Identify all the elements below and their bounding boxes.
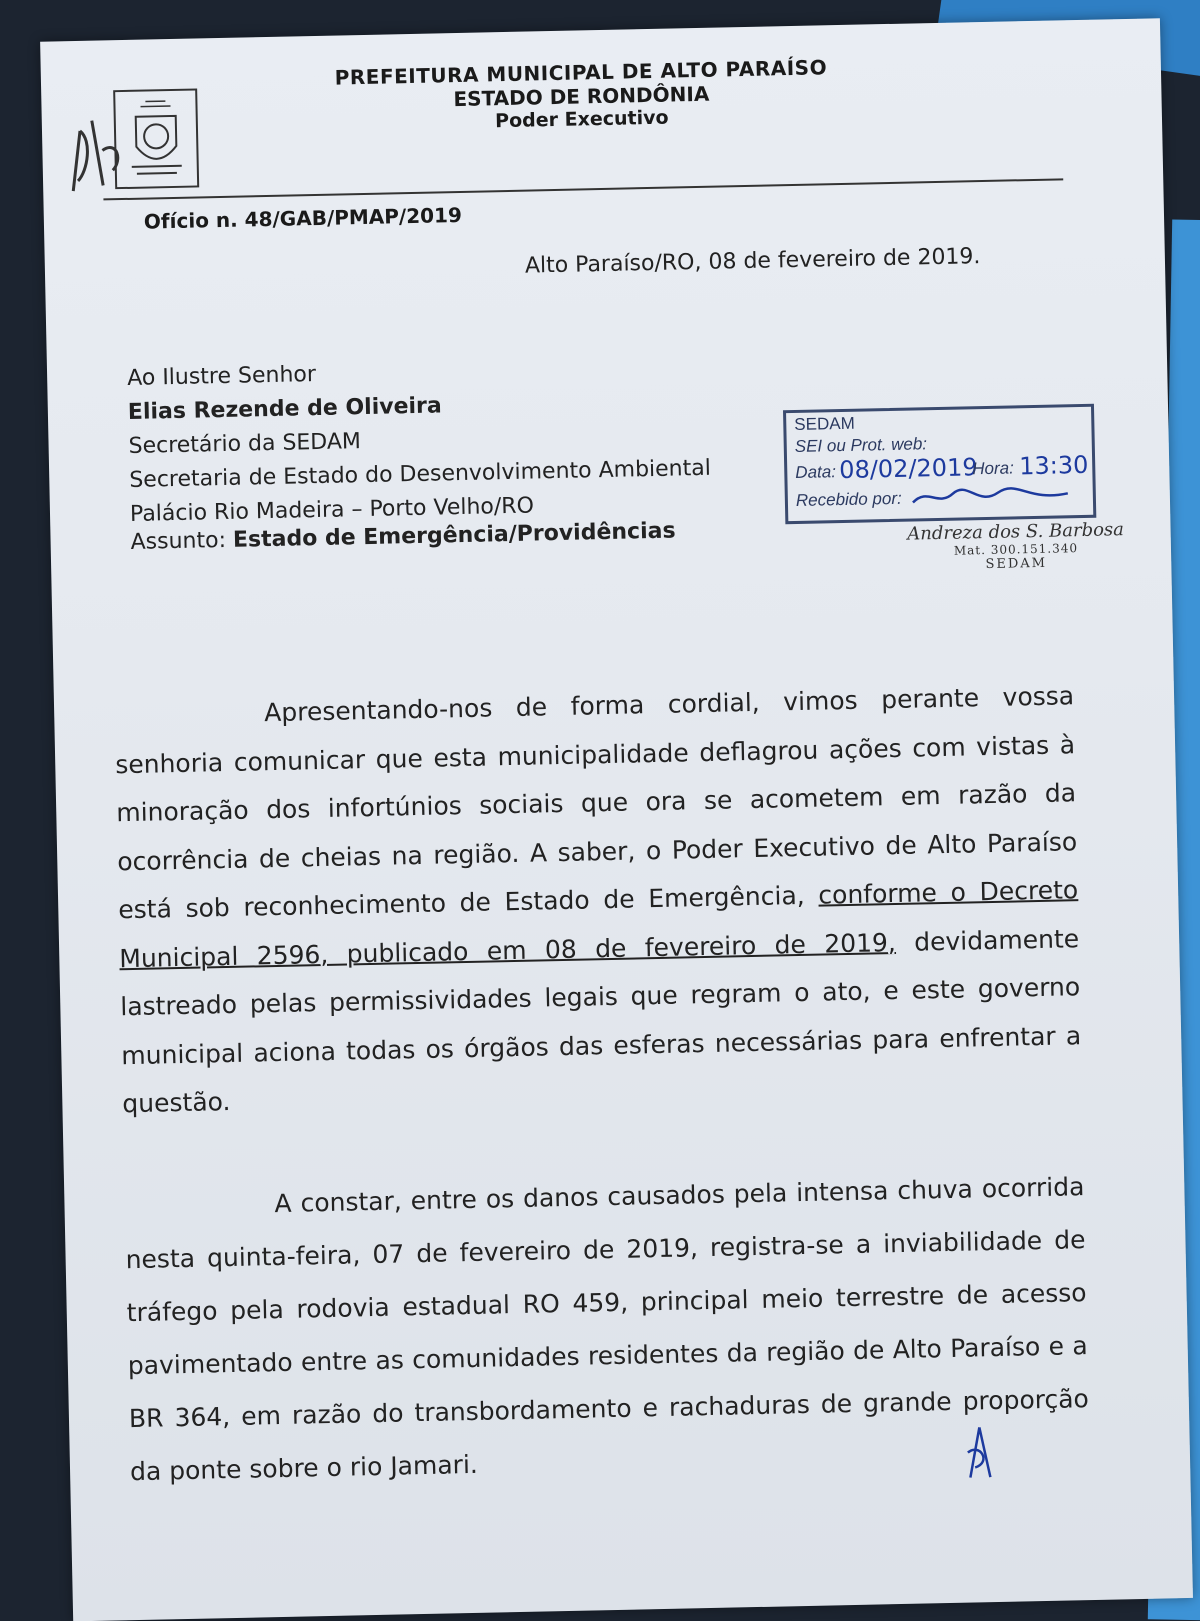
date-line: Alto Paraíso/RO, 08 de fevereiro de 2019. — [524, 244, 981, 279]
addressee-block — [127, 350, 712, 532]
handwritten-initial-mark — [959, 1422, 1000, 1483]
stamp-hora-label: Hora: — [972, 458, 1015, 479]
receiver-matricula: Mat. 300.151.340 — [953, 541, 1079, 558]
p1-text-a: Apresentando-nos de forma cordial, vimos perante vossa senhoria comunicar que esta municipalidade deflagrou ações com vistas à minoração dos infortúnios sociais que ora se acometem em razão da ocorrência de cheias na região. A saber, o Poder Executivo de Alto Paraíso está sob reconhecimento de Estado de Emergência, — [114, 681, 1078, 925]
body-paragraph-1 — [114, 672, 1083, 1129]
header-divider — [103, 178, 1063, 200]
municipal-coat-of-arms-logo — [113, 88, 199, 189]
letterhead-line-2: ESTADO DE RONDÔNIA — [453, 81, 710, 112]
protocol-stamp — [783, 404, 1096, 524]
addressee-name: Elias Rezende de Oliveira — [127, 393, 443, 425]
receiver-name: Andreza dos S. Barbosa — [907, 519, 1125, 545]
receiver-stamp — [905, 519, 1126, 574]
subject-value: Estado de Emergência/Providências — [232, 518, 676, 553]
stamp-sei-label: SEI ou Prot. web: — [794, 434, 928, 457]
stamp-date-value: 08/02/2019 — [838, 453, 978, 485]
salutation: Ao Ilustre Senhor — [126, 362, 317, 391]
addressee-place: Palácio Rio Madeira – Porto Velho/RO — [129, 493, 535, 527]
addressee-organization: Secretaria de Estado do Desenvolvimento Ambiental — [129, 455, 712, 493]
document-page — [40, 18, 1193, 1621]
letterhead-line-1: PREFEITURA MUNICIPAL DE ALTO PARAÍSO — [334, 55, 828, 90]
body-paragraph-2: A constar, entre os danos causados pela intensa chuva ocorrida nesta quinta-feira, 07 de fevereiro de 2019, registra-se a inviabilidade de tráfego pela rodovia estadual RO 459, principal meio terrestre de acesso pavimentado entre as comunidades residentes da região de Alto Paraíso e a BR 364, em razão do transbordamento e rachaduras de grande proporção da ponte sobre o rio Jamari. — [125, 1172, 1090, 1487]
p1-text-b: devidamente lastreado pelas permissividades legais que regram o ato, e este governo municipal aciona todas os órgãos das esferas necessárias para enfrentar a questão. — [120, 923, 1082, 1119]
stamp-hora-value: 13:30 — [1018, 450, 1089, 481]
oficio-number: Ofício n. 48/GAB/PMAP/2019 — [143, 202, 463, 234]
stamp-date-label: Data: — [795, 462, 837, 483]
stamp-signature-icon — [908, 479, 1079, 513]
stamp-title: SEDAM — [794, 413, 855, 435]
subject-label: Assunto: — [130, 527, 227, 555]
p1-decree-reference: conforme o Decreto Municipal 2596, publicado em 08 de fevereiro de 2019, — [119, 875, 1079, 973]
letterhead — [301, 55, 862, 137]
addressee-role: Secretário da SEDAM — [128, 429, 362, 459]
receiver-org: SEDAM — [985, 555, 1048, 573]
letterhead-line-3: Poder Executivo — [494, 106, 669, 133]
stamp-recebido-label: Recebido por: — [795, 488, 902, 510]
